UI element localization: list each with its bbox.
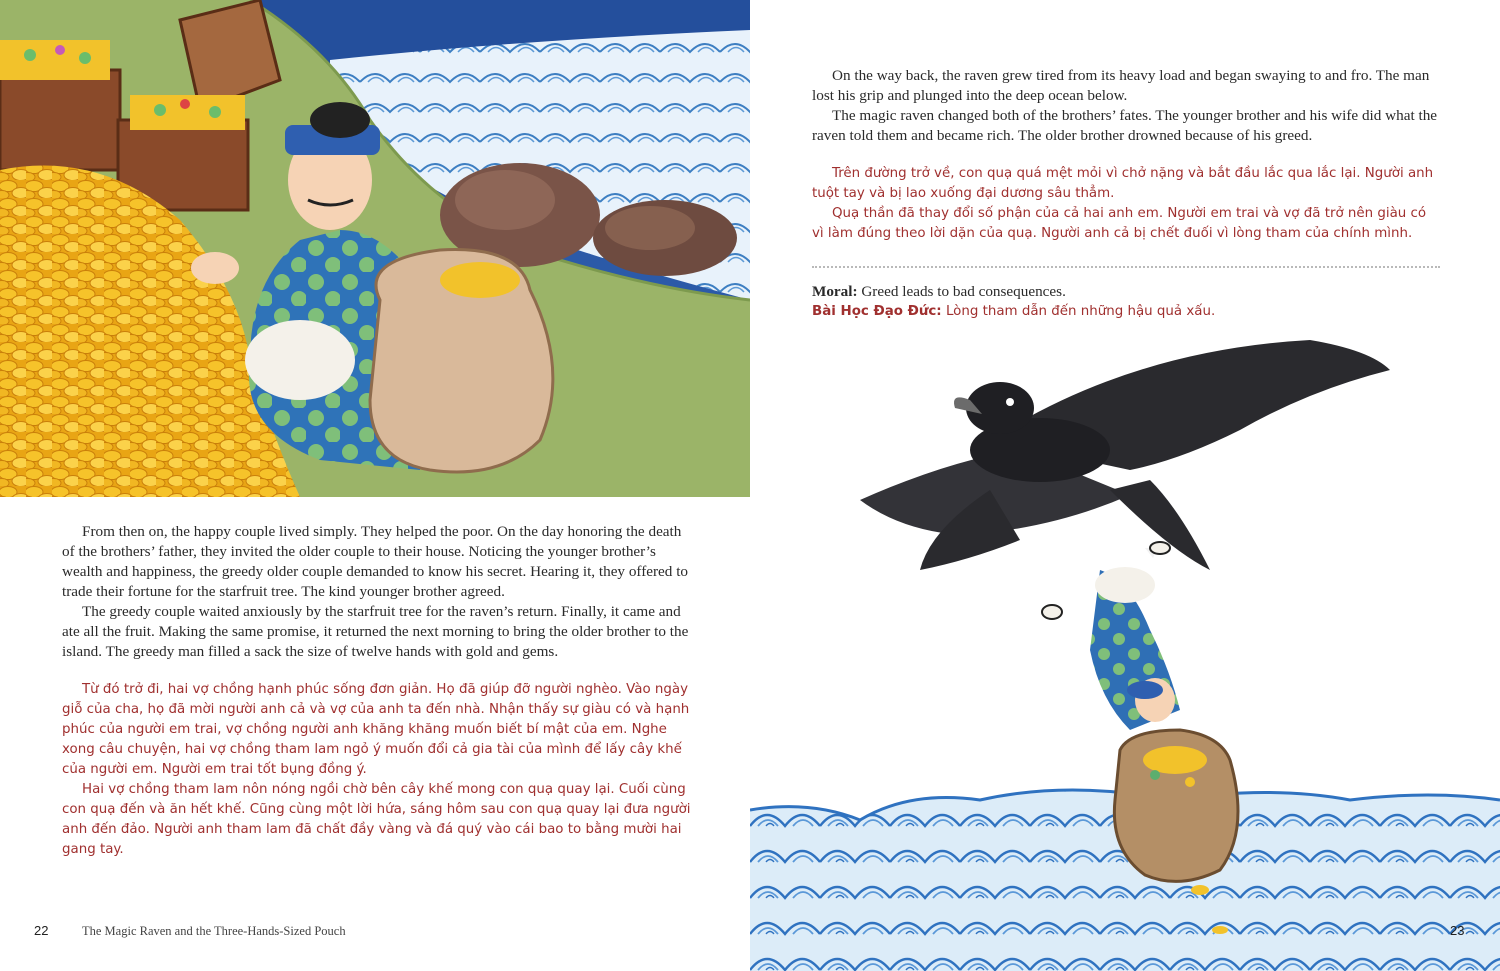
- moral-vi-label: Bài Học Đạo Đức:: [812, 304, 942, 319]
- page-number-right: 23: [1450, 923, 1465, 938]
- right-page: [750, 0, 1500, 971]
- paragraph-gap: [812, 146, 1440, 164]
- left-paragraph-en-1: From then on, the happy couple lived simply. They helped the poor. On the day honoring the death of the brothers’ father, they invited the older couple to their house. Noticing the younger brother’s wealth and happiness, the greedy older couple demanded to know his secret. Hearing it, they offered to trade their fortune for the starfruit tree. The kind younger brother agreed.: [62, 523, 689, 600]
- left-page-text: [62, 522, 694, 860]
- right-paragraph-en-2: The magic raven changed both of the brothers’ fates. The younger brother and his wife did what the raven told them and became rich. The older brother drowned because of his greed.: [812, 107, 1438, 144]
- right-page-text: [812, 66, 1440, 322]
- moral-en-label: Moral:: [812, 283, 858, 300]
- left-paragraph-vi-2: Hai vợ chồng tham lam nôn nóng ngồi chờ bên cây khế mong con quạ quay lại. Cuối cùng con quạ đến và ăn hết khế. Cũng cùng một lời hứa, sáng hôm sau con quạ quay lại đưa người anh đến đảo. Người anh tham lam đã chất đầy vàng và đá quý vào cái bao to bằng mười hai gang tay.: [62, 782, 691, 857]
- moral-vi: [812, 302, 1440, 322]
- moral-en-text: Greed leads to bad consequences.: [861, 283, 1066, 300]
- running-title: The Magic Raven and the Three-Hands-Sized Pouch: [82, 924, 346, 938]
- right-paragraph-vi-1: Trên đường trở về, con quạ quá mệt mỏi vì chở nặng và bắt đầu lắc qua lắc lại. Người anh tuột tay và bị lao xuống đại dương sâu thẳm.: [812, 166, 1434, 201]
- right-paragraph-vi-2: Quạ thần đã thay đổi số phận của cả hai anh em. Người em trai và vợ đã trở nên giàu có vì làm đúng theo lời dặn của quạ. Người anh cả bị chết đuối vì lòng tham của chính mình.: [812, 206, 1427, 241]
- page-number-left: 22: [34, 923, 49, 938]
- left-paragraph-en-2: The greedy couple waited anxiously by the starfruit tree for the raven’s return. Finally, it came and ate all the fruit. Making the same promise, it returned the next morning to bring the older brother to the island. The greedy man filled a sack the size of twelve hands with gold and gems.: [62, 603, 689, 660]
- moral-en: [812, 282, 1440, 302]
- illustration-treasure-island: [0, 0, 750, 497]
- right-paragraph-en-1: On the way back, the raven grew tired from its heavy load and began swaying to and fro. The man lost his grip and plunged into the deep ocean below.: [812, 67, 1430, 104]
- dotted-divider: [812, 266, 1440, 268]
- illustration-raven-and-falling-man: [750, 330, 1500, 971]
- left-paragraph-vi-1: Từ đó trở đi, hai vợ chồng hạnh phúc sống đơn giản. Họ đã giúp đỡ người nghèo. Vào ngày giỗ của cha, họ đã mời người anh cả và vợ của anh ta đến nhà. Nhận thấy sự giàu có và hạnh phúc của người em trai, vợ chồng người anh khăng khăng muốn biết bí mật của em. Nghe xong câu chuyện, hai vợ chồng tham lam ngỏ ý muốn đổi cả gia tài của mình để lấy cây khế của người em. Người em trai tốt bụng đồng ý.: [62, 682, 690, 777]
- moral-vi-text: Lòng tham dẫn đến những hậu quả xấu.: [945, 304, 1216, 319]
- paragraph-gap: [62, 662, 694, 680]
